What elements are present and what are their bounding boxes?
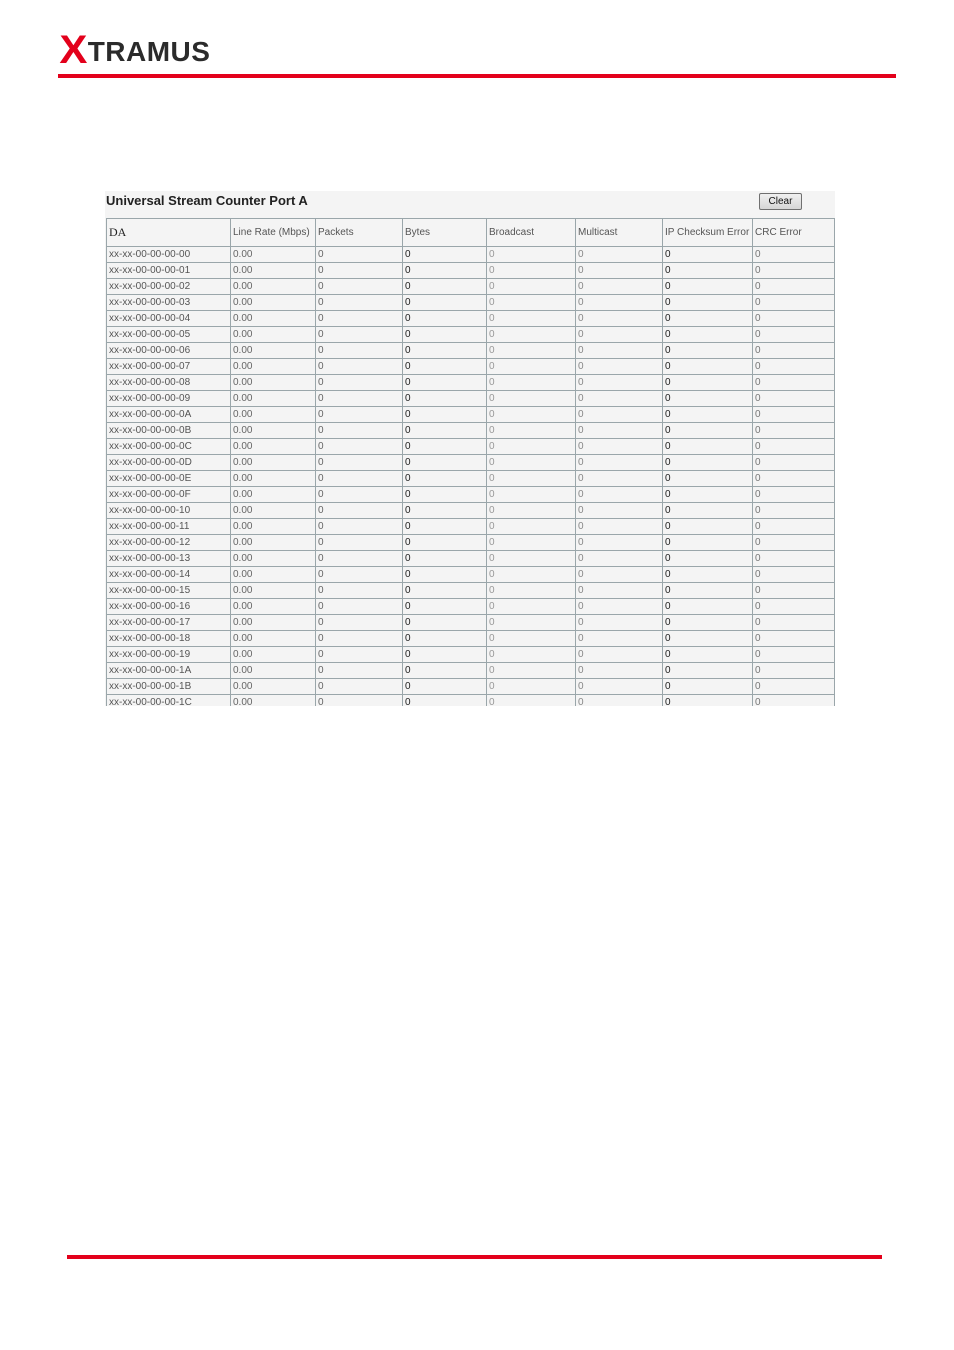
cell-ip-checksum-error: 0 [663,679,753,695]
cell-packets: 0 [316,583,403,599]
cell-packets: 0 [316,407,403,423]
cell-packets: 0 [316,455,403,471]
table-row [107,583,835,599]
cell-multicast: 0 [576,679,663,695]
cell-multicast: 0 [576,663,663,679]
cell-broadcast: 0 [487,503,576,519]
cell-line-rate: 0.00 [231,583,316,599]
cell-multicast: 0 [576,583,663,599]
col-header-packets: Packets [316,219,403,247]
cell-crc-error: 0 [753,535,835,551]
table-row [107,615,835,631]
cell-line-rate: 0.00 [231,503,316,519]
cell-broadcast: 0 [487,439,576,455]
cell-crc-error: 0 [753,615,835,631]
cell-packets: 0 [316,295,403,311]
table-row [107,631,835,647]
cell-crc-error: 0 [753,343,835,359]
table-row [107,487,835,503]
cell-broadcast: 0 [487,535,576,551]
cell-bytes: 0 [403,551,487,567]
cell-ip-checksum-error: 0 [663,615,753,631]
cell-multicast: 0 [576,487,663,503]
panel-title: Universal Stream Counter Port A [106,193,308,208]
cell-da: xx-xx-00-00-00-07 [107,359,231,375]
cell-da: xx-xx-00-00-00-0A [107,407,231,423]
cell-ip-checksum-error: 0 [663,631,753,647]
cell-crc-error: 0 [753,695,835,707]
cell-ip-checksum-error: 0 [663,311,753,327]
table-row [107,327,835,343]
cell-multicast: 0 [576,407,663,423]
cell-da: xx-xx-00-00-00-10 [107,503,231,519]
cell-crc-error: 0 [753,487,835,503]
cell-ip-checksum-error: 0 [663,567,753,583]
cell-broadcast: 0 [487,359,576,375]
cell-da: xx-xx-00-00-00-17 [107,615,231,631]
cell-ip-checksum-error: 0 [663,423,753,439]
cell-packets: 0 [316,439,403,455]
cell-multicast: 0 [576,279,663,295]
cell-packets: 0 [316,471,403,487]
cell-bytes: 0 [403,535,487,551]
cell-multicast: 0 [576,439,663,455]
cell-ip-checksum-error: 0 [663,327,753,343]
cell-ip-checksum-error: 0 [663,343,753,359]
cell-packets: 0 [316,695,403,707]
table-row [107,455,835,471]
cell-da: xx-xx-00-00-00-03 [107,295,231,311]
cell-packets: 0 [316,599,403,615]
cell-crc-error: 0 [753,391,835,407]
cell-ip-checksum-error: 0 [663,487,753,503]
cell-da: xx-xx-00-00-00-0C [107,439,231,455]
cell-multicast: 0 [576,247,663,263]
cell-line-rate: 0.00 [231,631,316,647]
cell-line-rate: 0.00 [231,327,316,343]
cell-bytes: 0 [403,471,487,487]
table-row [107,663,835,679]
cell-ip-checksum-error: 0 [663,551,753,567]
cell-broadcast: 0 [487,567,576,583]
col-header-bytes: Bytes [403,219,487,247]
table-row [107,439,835,455]
cell-broadcast: 0 [487,631,576,647]
clear-button[interactable]: Clear [759,193,802,210]
cell-ip-checksum-error: 0 [663,279,753,295]
cell-multicast: 0 [576,599,663,615]
cell-packets: 0 [316,327,403,343]
cell-da: xx-xx-00-00-00-19 [107,647,231,663]
cell-multicast: 0 [576,391,663,407]
table-row [107,647,835,663]
cell-da: xx-xx-00-00-00-08 [107,375,231,391]
cell-multicast: 0 [576,471,663,487]
cell-multicast: 0 [576,519,663,535]
col-header-multicast: Multicast [576,219,663,247]
cell-packets: 0 [316,279,403,295]
cell-crc-error: 0 [753,327,835,343]
cell-broadcast: 0 [487,279,576,295]
table-row [107,311,835,327]
cell-da: xx-xx-00-00-00-06 [107,343,231,359]
col-header-ip-checksum-error: IP Checksum Error [663,219,753,247]
cell-packets: 0 [316,647,403,663]
cell-ip-checksum-error: 0 [663,247,753,263]
cell-multicast: 0 [576,615,663,631]
cell-multicast: 0 [576,551,663,567]
cell-bytes: 0 [403,423,487,439]
cell-crc-error: 0 [753,679,835,695]
cell-ip-checksum-error: 0 [663,647,753,663]
cell-ip-checksum-error: 0 [663,599,753,615]
col-header-crc-error: CRC Error [753,219,835,247]
cell-da: xx-xx-00-00-00-16 [107,599,231,615]
stream-counter-table [106,218,835,706]
cell-bytes: 0 [403,583,487,599]
cell-broadcast: 0 [487,695,576,707]
cell-line-rate: 0.00 [231,647,316,663]
cell-da: xx-xx-00-00-00-01 [107,263,231,279]
cell-packets: 0 [316,535,403,551]
cell-packets: 0 [316,567,403,583]
cell-multicast: 0 [576,423,663,439]
cell-da: xx-xx-00-00-00-12 [107,535,231,551]
cell-broadcast: 0 [487,343,576,359]
cell-da: xx-xx-00-00-00-00 [107,247,231,263]
cell-line-rate: 0.00 [231,391,316,407]
cell-broadcast: 0 [487,679,576,695]
cell-multicast: 0 [576,503,663,519]
cell-line-rate: 0.00 [231,407,316,423]
logo-wordmark: TRAMUS [87,36,211,67]
cell-da: xx-xx-00-00-00-15 [107,583,231,599]
cell-broadcast: 0 [487,599,576,615]
cell-crc-error: 0 [753,311,835,327]
cell-crc-error: 0 [753,631,835,647]
header-divider [58,74,896,78]
cell-line-rate: 0.00 [231,679,316,695]
cell-ip-checksum-error: 0 [663,375,753,391]
cell-broadcast: 0 [487,311,576,327]
cell-da: xx-xx-00-00-00-0E [107,471,231,487]
col-header-broadcast: Broadcast [487,219,576,247]
cell-line-rate: 0.00 [231,599,316,615]
table-header [107,219,835,247]
cell-ip-checksum-error: 0 [663,407,753,423]
cell-crc-error: 0 [753,359,835,375]
cell-crc-error: 0 [753,663,835,679]
cell-line-rate: 0.00 [231,487,316,503]
cell-multicast: 0 [576,631,663,647]
cell-packets: 0 [316,551,403,567]
cell-broadcast: 0 [487,487,576,503]
table-row [107,535,835,551]
table-row [107,551,835,567]
footer-divider [67,1255,882,1259]
cell-ip-checksum-error: 0 [663,439,753,455]
cell-crc-error: 0 [753,247,835,263]
cell-broadcast: 0 [487,583,576,599]
cell-bytes: 0 [403,487,487,503]
table-row [107,599,835,615]
cell-line-rate: 0.00 [231,423,316,439]
cell-bytes: 0 [403,631,487,647]
cell-packets: 0 [316,503,403,519]
table-row [107,375,835,391]
cell-ip-checksum-error: 0 [663,583,753,599]
cell-packets: 0 [316,679,403,695]
header-row [107,219,835,247]
cell-broadcast: 0 [487,615,576,631]
cell-line-rate: 0.00 [231,519,316,535]
cell-crc-error: 0 [753,567,835,583]
cell-line-rate: 0.00 [231,455,316,471]
table-row [107,567,835,583]
cell-multicast: 0 [576,535,663,551]
cell-packets: 0 [316,487,403,503]
cell-crc-error: 0 [753,471,835,487]
cell-ip-checksum-error: 0 [663,471,753,487]
table-row [107,407,835,423]
cell-ip-checksum-error: 0 [663,695,753,707]
cell-crc-error: 0 [753,647,835,663]
cell-crc-error: 0 [753,439,835,455]
table-row [107,343,835,359]
cell-da: xx-xx-00-00-00-0D [107,455,231,471]
cell-packets: 0 [316,615,403,631]
cell-line-rate: 0.00 [231,567,316,583]
cell-da: xx-xx-00-00-00-13 [107,551,231,567]
cell-line-rate: 0.00 [231,615,316,631]
cell-multicast: 0 [576,359,663,375]
cell-broadcast: 0 [487,407,576,423]
cell-multicast: 0 [576,647,663,663]
cell-crc-error: 0 [753,375,835,391]
cell-bytes: 0 [403,247,487,263]
logo-x-mark: X [59,28,88,72]
cell-bytes: 0 [403,599,487,615]
cell-bytes: 0 [403,439,487,455]
cell-ip-checksum-error: 0 [663,295,753,311]
cell-packets: 0 [316,247,403,263]
cell-packets: 0 [316,375,403,391]
cell-broadcast: 0 [487,247,576,263]
cell-da: xx-xx-00-00-00-04 [107,311,231,327]
cell-broadcast: 0 [487,391,576,407]
cell-broadcast: 0 [487,663,576,679]
cell-ip-checksum-error: 0 [663,519,753,535]
cell-broadcast: 0 [487,647,576,663]
cell-ip-checksum-error: 0 [663,391,753,407]
cell-multicast: 0 [576,375,663,391]
table-row [107,519,835,535]
table-row [107,359,835,375]
cell-line-rate: 0.00 [231,359,316,375]
cell-bytes: 0 [403,279,487,295]
cell-packets: 0 [316,311,403,327]
cell-packets: 0 [316,359,403,375]
cell-crc-error: 0 [753,423,835,439]
cell-bytes: 0 [403,567,487,583]
cell-packets: 0 [316,423,403,439]
table-row [107,679,835,695]
cell-packets: 0 [316,343,403,359]
cell-bytes: 0 [403,519,487,535]
cell-line-rate: 0.00 [231,471,316,487]
cell-packets: 0 [316,391,403,407]
cell-bytes: 0 [403,311,487,327]
cell-line-rate: 0.00 [231,343,316,359]
cell-bytes: 0 [403,263,487,279]
table-row [107,263,835,279]
cell-crc-error: 0 [753,583,835,599]
cell-ip-checksum-error: 0 [663,359,753,375]
cell-line-rate: 0.00 [231,551,316,567]
cell-bytes: 0 [403,295,487,311]
cell-bytes: 0 [403,375,487,391]
cell-packets: 0 [316,663,403,679]
cell-broadcast: 0 [487,423,576,439]
cell-bytes: 0 [403,503,487,519]
cell-da: xx-xx-00-00-00-05 [107,327,231,343]
cell-ip-checksum-error: 0 [663,663,753,679]
cell-crc-error: 0 [753,519,835,535]
cell-ip-checksum-error: 0 [663,503,753,519]
cell-broadcast: 0 [487,551,576,567]
xtramus-logo [60,30,210,70]
table-row [107,695,835,707]
cell-line-rate: 0.00 [231,375,316,391]
cell-broadcast: 0 [487,263,576,279]
cell-da: xx-xx-00-00-00-0F [107,487,231,503]
cell-ip-checksum-error: 0 [663,455,753,471]
table-row [107,471,835,487]
cell-line-rate: 0.00 [231,695,316,707]
cell-bytes: 0 [403,359,487,375]
cell-bytes: 0 [403,663,487,679]
cell-broadcast: 0 [487,375,576,391]
cell-line-rate: 0.00 [231,263,316,279]
table-row [107,503,835,519]
cell-crc-error: 0 [753,295,835,311]
cell-multicast: 0 [576,327,663,343]
cell-multicast: 0 [576,455,663,471]
cell-ip-checksum-error: 0 [663,535,753,551]
cell-line-rate: 0.00 [231,439,316,455]
table-row [107,295,835,311]
cell-bytes: 0 [403,343,487,359]
cell-bytes: 0 [403,455,487,471]
cell-multicast: 0 [576,343,663,359]
cell-line-rate: 0.00 [231,247,316,263]
cell-multicast: 0 [576,295,663,311]
cell-packets: 0 [316,263,403,279]
cell-multicast: 0 [576,263,663,279]
cell-line-rate: 0.00 [231,663,316,679]
cell-bytes: 0 [403,327,487,343]
cell-bytes: 0 [403,391,487,407]
cell-line-rate: 0.00 [231,279,316,295]
cell-line-rate: 0.00 [231,311,316,327]
cell-broadcast: 0 [487,327,576,343]
cell-bytes: 0 [403,647,487,663]
cell-da: xx-xx-00-00-00-1C [107,695,231,707]
cell-bytes: 0 [403,615,487,631]
cell-da: xx-xx-00-00-00-1A [107,663,231,679]
cell-crc-error: 0 [753,551,835,567]
cell-broadcast: 0 [487,295,576,311]
cell-bytes: 0 [403,695,487,707]
cell-packets: 0 [316,519,403,535]
table-row [107,423,835,439]
cell-da: xx-xx-00-00-00-18 [107,631,231,647]
cell-crc-error: 0 [753,503,835,519]
cell-broadcast: 0 [487,519,576,535]
table-row [107,247,835,263]
col-header-da: DA [107,219,231,247]
cell-da: xx-xx-00-00-00-11 [107,519,231,535]
cell-da: xx-xx-00-00-00-0B [107,423,231,439]
cell-broadcast: 0 [487,471,576,487]
stream-counter-panel [105,191,835,706]
cell-crc-error: 0 [753,279,835,295]
cell-line-rate: 0.00 [231,535,316,551]
cell-da: xx-xx-00-00-00-1B [107,679,231,695]
cell-da: xx-xx-00-00-00-14 [107,567,231,583]
col-header-line-rate: Line Rate (Mbps) [231,219,316,247]
cell-multicast: 0 [576,567,663,583]
cell-line-rate: 0.00 [231,295,316,311]
table-row [107,391,835,407]
cell-ip-checksum-error: 0 [663,263,753,279]
cell-packets: 0 [316,631,403,647]
cell-crc-error: 0 [753,263,835,279]
cell-da: xx-xx-00-00-00-09 [107,391,231,407]
cell-crc-error: 0 [753,407,835,423]
cell-broadcast: 0 [487,455,576,471]
table-body [107,247,835,707]
cell-crc-error: 0 [753,599,835,615]
cell-bytes: 0 [403,679,487,695]
cell-da: xx-xx-00-00-00-02 [107,279,231,295]
cell-multicast: 0 [576,695,663,707]
table-row [107,279,835,295]
cell-multicast: 0 [576,311,663,327]
cell-bytes: 0 [403,407,487,423]
cell-crc-error: 0 [753,455,835,471]
